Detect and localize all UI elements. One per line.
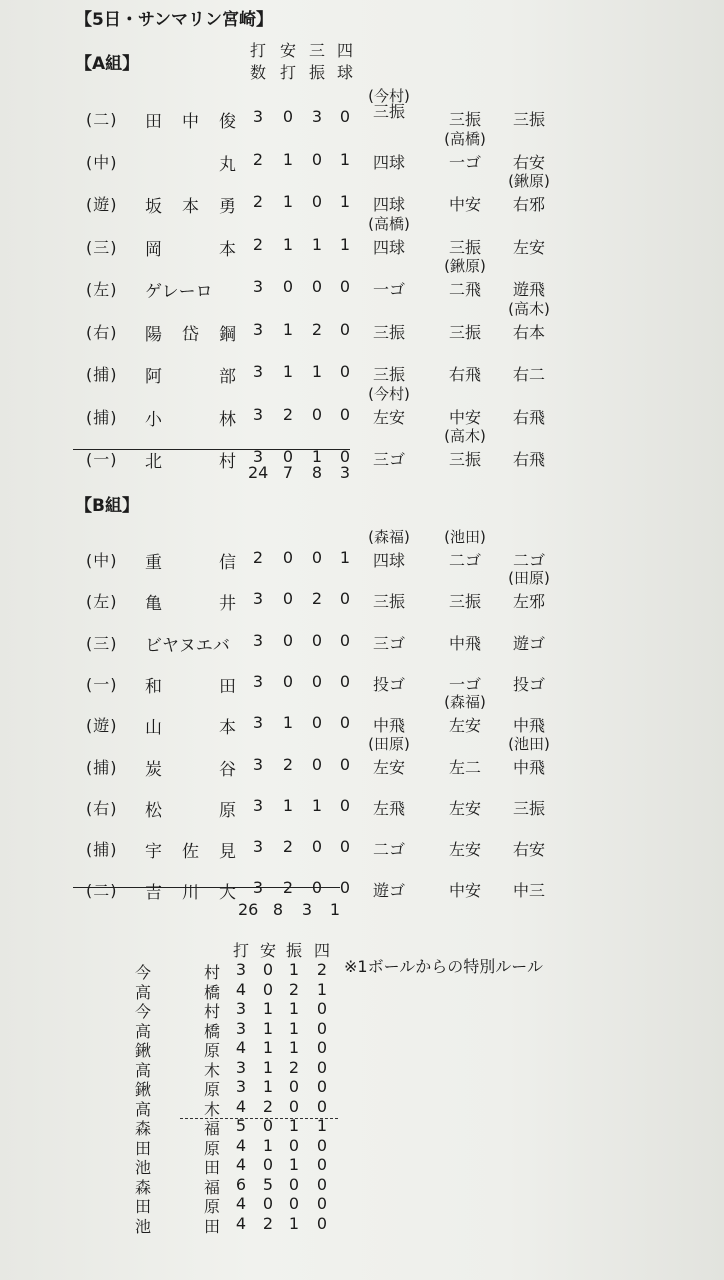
at-bat-result: 右飛 xyxy=(512,450,545,469)
stat-value: 2 xyxy=(282,878,294,898)
stat-value: 1 xyxy=(339,192,351,211)
pitcher-note: (田原) xyxy=(508,569,550,588)
pitcher-name: 森福 xyxy=(135,1119,220,1138)
stat-value: 0 xyxy=(339,404,351,424)
pitcher-note: (田原) xyxy=(368,734,410,753)
stat-value: 0 xyxy=(339,589,351,609)
batting-position: (遊) xyxy=(86,195,118,214)
pitcher-column-header: 四 xyxy=(313,941,330,960)
stat-value: 3 xyxy=(252,837,264,857)
stat-value: 2 xyxy=(311,589,323,609)
pitcher-note: (池田) xyxy=(508,734,550,753)
at-bat-result: 三ゴ xyxy=(372,633,405,653)
stat-value: 2 xyxy=(282,404,294,424)
at-bat-result: 左飛 xyxy=(372,798,405,818)
stat-value: 0 xyxy=(339,630,351,650)
at-bat-result: 中安 xyxy=(448,195,481,214)
pitcher-stat: 3 xyxy=(235,1077,247,1096)
pitcher-stat: 0 xyxy=(316,1194,328,1213)
player-name: 坂本勇 xyxy=(145,197,236,217)
pitcher-stat: 2 xyxy=(262,1213,274,1233)
at-bat-result: 遊ゴ xyxy=(372,881,405,901)
pitcher-column-header: 安 xyxy=(259,941,276,960)
pitcher-stat: 2 xyxy=(288,1057,300,1077)
at-bat-result: 右安 xyxy=(512,840,545,860)
pitcher-stat: 0 xyxy=(262,979,274,999)
stat-value: 1 xyxy=(339,234,351,254)
stat-column-header: 四球 xyxy=(336,41,353,82)
at-bat-result: 四球 xyxy=(372,152,405,172)
pitcher-stat: 1 xyxy=(288,1116,300,1135)
pitcher-stat: 3 xyxy=(235,960,247,979)
at-bat-result: 一ゴ xyxy=(372,280,405,299)
pitcher-stat: 0 xyxy=(316,1135,328,1155)
pitcher-stat: 1 xyxy=(288,1018,300,1038)
pitcher-stat: 1 xyxy=(288,1038,300,1057)
stat-value: 1 xyxy=(311,795,323,815)
total-value: 24 xyxy=(248,463,269,482)
stat-value: 0 xyxy=(282,277,294,296)
batting-position: (二) xyxy=(86,881,118,901)
pitcher-name: 今村 xyxy=(135,1002,220,1021)
pitcher-stat: 3 xyxy=(235,999,247,1018)
at-bat-result: 左邪 xyxy=(512,592,545,612)
player-name: ビヤヌエバ xyxy=(145,635,230,656)
at-bat-result: 三ゴ xyxy=(372,450,405,469)
batting-position: (三) xyxy=(86,237,118,257)
pitcher-stat: 1 xyxy=(262,1135,274,1155)
batting-position: (左) xyxy=(86,592,118,612)
pitcher-name: 森福 xyxy=(135,1177,220,1197)
player-name: 重信 xyxy=(145,553,236,573)
pitcher-stat: 0 xyxy=(288,1174,300,1194)
player-name: 亀井 xyxy=(145,594,236,615)
stat-value: 3 xyxy=(252,362,264,381)
total-rule xyxy=(73,449,350,450)
stat-value: 0 xyxy=(282,107,294,126)
stat-value: 0 xyxy=(339,878,351,898)
stat-value: 0 xyxy=(339,671,351,691)
batting-position: (中) xyxy=(86,551,118,570)
pitcher-stat: 4 xyxy=(235,1038,247,1057)
at-bat-result: 四球 xyxy=(372,195,405,214)
pitcher-note: (今村) xyxy=(368,87,410,105)
at-bat-result: 三振 xyxy=(512,110,545,129)
stat-value: 2 xyxy=(311,319,323,339)
stat-value: 0 xyxy=(311,713,323,733)
at-bat-result: 中飛 xyxy=(448,633,481,653)
pitcher-note: (鍬原) xyxy=(508,172,550,190)
at-bat-result: 左二 xyxy=(448,757,481,777)
at-bat-result: 左安 xyxy=(448,798,481,818)
at-bat-result: 遊飛 xyxy=(512,280,545,299)
at-bat-result: 三振 xyxy=(448,237,481,257)
pitcher-stat: 0 xyxy=(262,1155,274,1174)
player-name: 宇佐見 xyxy=(145,842,236,863)
batting-position: (遊) xyxy=(86,716,118,736)
pitcher-name: 今村 xyxy=(135,963,220,982)
stat-value: 0 xyxy=(339,713,351,733)
stat-value: 0 xyxy=(311,878,323,898)
stat-value: 0 xyxy=(339,837,351,857)
pitcher-name: 田原 xyxy=(135,1138,220,1158)
pitcher-note: (森福) xyxy=(444,693,486,712)
stat-value: 0 xyxy=(282,589,294,609)
at-bat-result: 中飛 xyxy=(372,716,405,736)
stat-value: 1 xyxy=(339,548,351,567)
batting-position: (右) xyxy=(86,322,118,342)
at-bat-result: 中安 xyxy=(448,881,481,901)
stat-column-header: 三振 xyxy=(308,41,325,82)
batting-position: (二) xyxy=(86,110,118,129)
pitcher-stat: 0 xyxy=(316,1155,328,1174)
batting-position: (三) xyxy=(86,633,118,653)
total-value: 8 xyxy=(311,463,323,482)
pitcher-stat: 3 xyxy=(235,1057,247,1077)
pitcher-stat: 1 xyxy=(262,1057,274,1077)
total-value: 7 xyxy=(282,463,294,482)
pitcher-stat: 0 xyxy=(316,1018,328,1038)
stat-value: 0 xyxy=(282,630,294,650)
pitcher-stat: 4 xyxy=(235,1194,247,1213)
pitcher-stat: 1 xyxy=(262,1038,274,1057)
batting-position: (左) xyxy=(86,280,118,299)
player-name: 陽岱鋼 xyxy=(145,324,236,345)
batting-position: (右) xyxy=(86,798,118,818)
pitcher-stat: 0 xyxy=(288,1077,300,1096)
at-bat-result: 投ゴ xyxy=(372,674,405,694)
pitcher-stat: 4 xyxy=(235,1155,247,1174)
stat-value: 0 xyxy=(339,362,351,381)
player-name: 和田 xyxy=(145,676,236,697)
at-bat-result: 三振 xyxy=(448,592,481,612)
pitcher-stat: 0 xyxy=(316,1077,328,1096)
batting-position: (捕) xyxy=(86,840,118,860)
stat-value: 0 xyxy=(311,837,323,857)
stat-value: 0 xyxy=(339,447,351,466)
team-b-label: 【B組】 xyxy=(75,496,139,516)
pitcher-note: (高木) xyxy=(444,427,486,445)
player-name: 炭谷 xyxy=(145,759,236,780)
stat-value: 3 xyxy=(252,878,264,898)
at-bat-result: 四球 xyxy=(372,551,405,570)
pitcher-note: (森福) xyxy=(368,528,410,546)
pitcher-stat: 4 xyxy=(235,1096,247,1116)
at-bat-result: 中飛 xyxy=(512,757,545,777)
pitcher-stat: 4 xyxy=(235,1135,247,1155)
stat-value: 2 xyxy=(252,548,264,567)
stat-value: 3 xyxy=(252,795,264,815)
batting-position: (捕) xyxy=(86,407,118,427)
pitcher-stat: 0 xyxy=(316,1038,328,1057)
player-name: 山本 xyxy=(145,718,236,739)
at-bat-result: 遊ゴ xyxy=(512,633,545,653)
batting-position: (捕) xyxy=(86,365,118,384)
at-bat-result: 三振 xyxy=(372,102,405,121)
pitcher-stat: 1 xyxy=(288,960,300,979)
stat-value: 0 xyxy=(282,447,294,466)
player-name: 丸 xyxy=(219,154,236,175)
stat-value: 2 xyxy=(252,234,264,254)
stat-column-header: 安打 xyxy=(279,41,296,82)
at-bat-result: 投ゴ xyxy=(512,674,545,694)
pitcher-stat: 0 xyxy=(316,1213,328,1233)
stat-value: 0 xyxy=(339,319,351,339)
stat-value: 0 xyxy=(282,671,294,691)
total-value: 1 xyxy=(329,900,341,919)
page-title: 【5日・サンマリン宮崎】 xyxy=(75,10,273,30)
stat-value: 0 xyxy=(282,548,294,567)
stat-value: 1 xyxy=(339,149,351,169)
pitcher-divider xyxy=(180,1118,338,1119)
pitcher-stat: 1 xyxy=(288,999,300,1018)
pitcher-stat: 0 xyxy=(262,1194,274,1213)
pitcher-note: (今村) xyxy=(368,384,410,403)
batting-position: (一) xyxy=(86,450,118,469)
pitcher-name: 鍬原 xyxy=(135,1041,220,1060)
stat-value: 1 xyxy=(311,362,323,381)
stat-value: 3 xyxy=(252,319,264,339)
stat-value: 1 xyxy=(282,795,294,815)
at-bat-result: 左安 xyxy=(448,840,481,860)
stat-value: 1 xyxy=(282,713,294,733)
stat-value: 0 xyxy=(311,671,323,691)
at-bat-result: 三振 xyxy=(372,592,405,612)
pitcher-stat: 1 xyxy=(288,1155,300,1174)
stat-value: 1 xyxy=(282,319,294,339)
stat-value: 1 xyxy=(282,149,294,169)
stat-value: 2 xyxy=(252,192,264,211)
stat-value: 3 xyxy=(252,589,264,609)
stat-value: 0 xyxy=(311,192,323,211)
batting-position: (一) xyxy=(86,674,118,694)
stat-value: 3 xyxy=(252,107,264,126)
player-name: ゲレーロ xyxy=(145,282,213,302)
batting-position: (捕) xyxy=(86,757,118,777)
at-bat-result: 四球 xyxy=(372,237,405,257)
pitcher-stat: 1 xyxy=(262,1077,274,1096)
pitcher-stat: 0 xyxy=(262,960,274,979)
stat-value: 1 xyxy=(282,192,294,211)
stat-value: 0 xyxy=(339,107,351,126)
stat-value: 0 xyxy=(311,754,323,774)
pitcher-name: 池田 xyxy=(135,1216,220,1236)
pitcher-stat: 1 xyxy=(316,979,328,999)
stat-value: 1 xyxy=(282,362,294,381)
stat-value: 3 xyxy=(252,404,264,424)
at-bat-result: 右二 xyxy=(512,365,545,384)
player-name: 岡本 xyxy=(145,239,236,260)
stat-value: 0 xyxy=(339,754,351,774)
stat-value: 3 xyxy=(252,754,264,774)
player-name: 小林 xyxy=(145,409,236,430)
stat-value: 3 xyxy=(252,277,264,296)
pitcher-stat: 0 xyxy=(316,1057,328,1077)
pitcher-stat: 0 xyxy=(316,999,328,1018)
pitcher-stat: 0 xyxy=(288,1096,300,1116)
at-bat-result: 中安 xyxy=(448,407,481,427)
special-rule-note: ※1ボールからの特別ルール xyxy=(344,957,543,976)
pitcher-stat: 0 xyxy=(262,1116,274,1135)
at-bat-result: 中飛 xyxy=(512,716,545,736)
at-bat-result: 右邪 xyxy=(512,195,545,214)
at-bat-result: 二ゴ xyxy=(448,551,481,570)
pitcher-note: (鍬原) xyxy=(444,257,486,275)
pitcher-stat: 0 xyxy=(288,1194,300,1213)
at-bat-result: 左安 xyxy=(372,757,405,777)
pitcher-note: (高橋) xyxy=(444,129,486,148)
total-rule xyxy=(73,887,340,888)
at-bat-result: 三振 xyxy=(448,450,481,469)
at-bat-result: 一ゴ xyxy=(448,674,481,694)
pitcher-stat: 0 xyxy=(316,1174,328,1194)
stat-value: 3 xyxy=(252,671,264,691)
at-bat-result: 中三 xyxy=(512,881,545,901)
at-bat-result: 右飛 xyxy=(448,365,481,384)
at-bat-result: 左安 xyxy=(512,237,545,257)
stat-value: 0 xyxy=(311,630,323,650)
pitcher-name: 高木 xyxy=(135,1099,220,1119)
player-name: 吉川大 xyxy=(145,883,236,904)
pitcher-stat: 1 xyxy=(262,999,274,1018)
team-a-label: 【A組】 xyxy=(75,54,140,74)
stat-value: 3 xyxy=(252,447,264,466)
pitcher-name: 鍬原 xyxy=(135,1080,220,1099)
stat-value: 3 xyxy=(311,107,323,126)
stat-value: 1 xyxy=(311,447,323,466)
pitcher-name: 高橋 xyxy=(135,982,220,1002)
pitcher-stat: 1 xyxy=(262,1018,274,1038)
total-value: 26 xyxy=(238,900,259,919)
pitcher-name: 高木 xyxy=(135,1060,220,1080)
stat-value: 2 xyxy=(252,149,264,169)
at-bat-result: 二飛 xyxy=(448,280,481,299)
at-bat-result: 右飛 xyxy=(512,407,545,427)
stat-value: 0 xyxy=(311,149,323,169)
player-name: 松原 xyxy=(145,800,236,821)
pitcher-name: 池田 xyxy=(135,1158,220,1177)
at-bat-result: 三振 xyxy=(448,322,481,342)
pitcher-stat: 0 xyxy=(288,1135,300,1155)
at-bat-result: 三振 xyxy=(512,798,545,818)
pitcher-column-header: 振 xyxy=(285,941,302,960)
pitcher-note: (池田) xyxy=(444,528,486,546)
at-bat-result: 左安 xyxy=(448,716,481,736)
at-bat-result: 二ゴ xyxy=(512,551,545,570)
pitcher-stat: 2 xyxy=(316,960,328,979)
pitcher-name: 田原 xyxy=(135,1197,220,1216)
total-value: 3 xyxy=(301,900,313,919)
at-bat-result: 右安 xyxy=(512,152,545,172)
stat-value: 0 xyxy=(311,404,323,424)
stat-value: 3 xyxy=(252,630,264,650)
at-bat-result: 一ゴ xyxy=(448,152,481,172)
stat-value: 2 xyxy=(282,837,294,857)
stat-value: 0 xyxy=(311,548,323,567)
stat-value: 3 xyxy=(252,713,264,733)
at-bat-result: 三振 xyxy=(372,365,405,384)
stat-value: 0 xyxy=(311,277,323,296)
pitcher-note: (高橋) xyxy=(368,214,410,233)
stat-value: 0 xyxy=(339,277,351,296)
pitcher-stat: 4 xyxy=(235,979,247,999)
pitcher-stat: 4 xyxy=(235,1213,247,1233)
stat-value: 2 xyxy=(282,754,294,774)
at-bat-result: 二ゴ xyxy=(372,840,405,860)
stat-value: 1 xyxy=(282,234,294,254)
stat-value: 1 xyxy=(311,234,323,254)
pitcher-stat: 3 xyxy=(235,1018,247,1038)
pitcher-stat: 1 xyxy=(316,1116,328,1135)
pitcher-stat: 0 xyxy=(316,1096,328,1116)
pitcher-stat: 2 xyxy=(288,979,300,999)
batting-position: (中) xyxy=(86,152,118,172)
player-name: 田中俊 xyxy=(145,112,236,132)
total-value: 8 xyxy=(272,900,284,919)
player-name: 北村 xyxy=(145,452,236,472)
pitcher-stat: 1 xyxy=(288,1213,300,1233)
at-bat-result: 三振 xyxy=(372,322,405,342)
player-name: 阿部 xyxy=(145,367,236,387)
pitcher-stat: 5 xyxy=(262,1174,274,1194)
pitcher-stat: 2 xyxy=(262,1096,274,1116)
at-bat-result: 左安 xyxy=(372,407,405,427)
total-value: 3 xyxy=(339,463,351,482)
pitcher-column-header: 打 xyxy=(232,941,249,960)
pitcher-stat: 6 xyxy=(235,1174,247,1194)
stat-column-header: 打数 xyxy=(249,41,266,82)
pitcher-stat: 5 xyxy=(235,1116,247,1135)
at-bat-result: 三振 xyxy=(448,110,481,129)
at-bat-result: 右本 xyxy=(512,322,545,342)
stat-value: 0 xyxy=(339,795,351,815)
pitcher-note: (高木) xyxy=(508,299,550,318)
pitcher-name: 高橋 xyxy=(135,1021,220,1041)
